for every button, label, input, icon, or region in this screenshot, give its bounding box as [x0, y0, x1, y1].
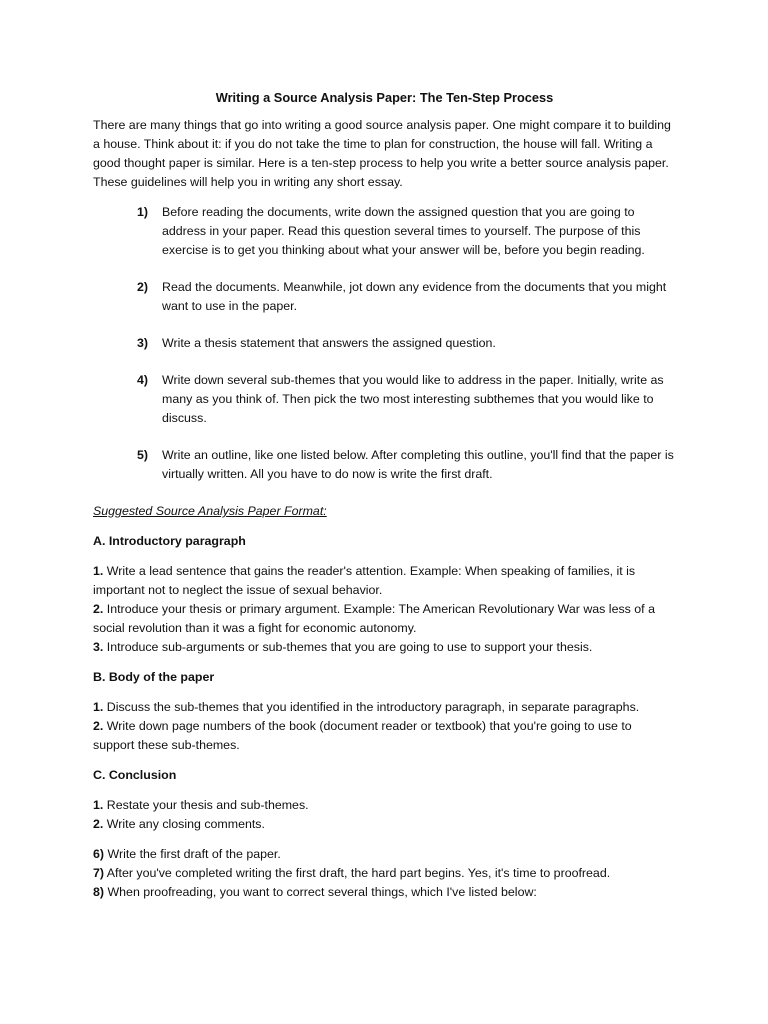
list-item	[93, 638, 676, 657]
section-body-items	[93, 698, 676, 755]
list-item	[137, 446, 676, 484]
section-heading-introductory: A. Introductory paragraph	[93, 534, 246, 548]
item-number: 2.	[93, 817, 104, 831]
item-number: 1.	[93, 564, 104, 578]
step-text: When proofreading, you want to correct several things, which I've listed below:	[104, 885, 537, 899]
step-text: Write an outline, like one listed below. After completing this outline, you'll find that the paper is virtually written. All you have to do now is write the first draft.	[162, 448, 674, 481]
format-heading: Suggested Source Analysis Paper Format:	[93, 504, 327, 518]
item-text: Write down page numbers of the book (document reader or textbook) that you're going to use to support these sub-themes.	[93, 719, 632, 752]
item-text: Write any closing comments.	[103, 817, 265, 831]
item-text: Discuss the sub-themes that you identified in the introductory paragraph, in separate paragraphs.	[103, 700, 640, 714]
section-introductory-items	[93, 562, 676, 657]
step-text: Read the documents. Meanwhile, jot down any evidence from the documents that you might want to use in the paper.	[162, 280, 667, 313]
intro-paragraph: There are many things that go into writing a good source analysis paper. One might compare it to building a house. Think about it: if you do not take the time to plan for construction, the house will fall. Writing a good thought paper is similar. Here is a ten-step process to help you write a better source analysis paper. These guidelines will help you in writing any short essay.	[93, 118, 671, 189]
item-number: 2.	[93, 602, 104, 616]
section-heading-conclusion: C. Conclusion	[93, 768, 177, 782]
steps-list	[93, 203, 676, 484]
section-heading-body: B. Body of the paper	[93, 670, 215, 684]
item-text: Introduce your thesis or primary argument. Example: The American Revolutionary War was less of a social revolution than it was a fight for economic autonomy.	[93, 602, 655, 635]
step-text: Write down several sub-themes that you would like to address in the paper. Initially, write as many as you think of. Then pick the two most interesting subthemes that you would like to discuss.	[162, 373, 664, 425]
list-item	[93, 698, 676, 717]
step-number: 6)	[93, 847, 105, 861]
item-number: 1.	[93, 700, 104, 714]
list-item	[93, 883, 676, 902]
list-item	[137, 371, 676, 428]
step-text: Write the first draft of the paper.	[104, 847, 281, 861]
item-number: 1.	[93, 798, 104, 812]
step-number: 1)	[137, 205, 149, 219]
list-item	[93, 562, 676, 600]
item-text: Restate your thesis and sub-themes.	[103, 798, 309, 812]
step-number: 8)	[93, 885, 105, 899]
list-item	[137, 278, 676, 316]
section-conclusion-items	[93, 796, 676, 834]
later-steps	[93, 845, 676, 902]
list-item	[137, 334, 676, 353]
item-text: Introduce sub-arguments or sub-themes that you are going to use to support your thesis.	[103, 640, 593, 654]
list-item	[93, 864, 676, 883]
step-text: After you've completed writing the first draft, the hard part begins. Yes, it's time to proofread.	[104, 866, 611, 880]
step-number: 7)	[93, 866, 105, 880]
step-text: Before reading the documents, write down the assigned question that you are going to address in your paper. Read this question several times to yourself. The purpose of this exercise is to get you thinking about what your answer will be, before you begin reading.	[162, 205, 645, 257]
step-number: 4)	[137, 373, 149, 387]
list-item	[93, 845, 676, 864]
list-item	[93, 796, 676, 815]
document-title: Writing a Source Analysis Paper: The Ten-Step Process	[215, 90, 554, 105]
item-number: 3.	[93, 640, 104, 654]
list-item	[93, 717, 676, 755]
list-item	[93, 815, 676, 834]
step-text: Write a thesis statement that answers the assigned question.	[162, 336, 496, 350]
list-item	[93, 600, 676, 638]
step-number: 5)	[137, 448, 149, 462]
step-number: 2)	[137, 280, 149, 294]
item-number: 2.	[93, 719, 104, 733]
step-number: 3)	[137, 336, 149, 350]
list-item	[137, 203, 676, 260]
item-text: Write a lead sentence that gains the reader's attention. Example: When speaking of families, it is important not to neglect the issue of sexual behavior.	[93, 564, 636, 597]
